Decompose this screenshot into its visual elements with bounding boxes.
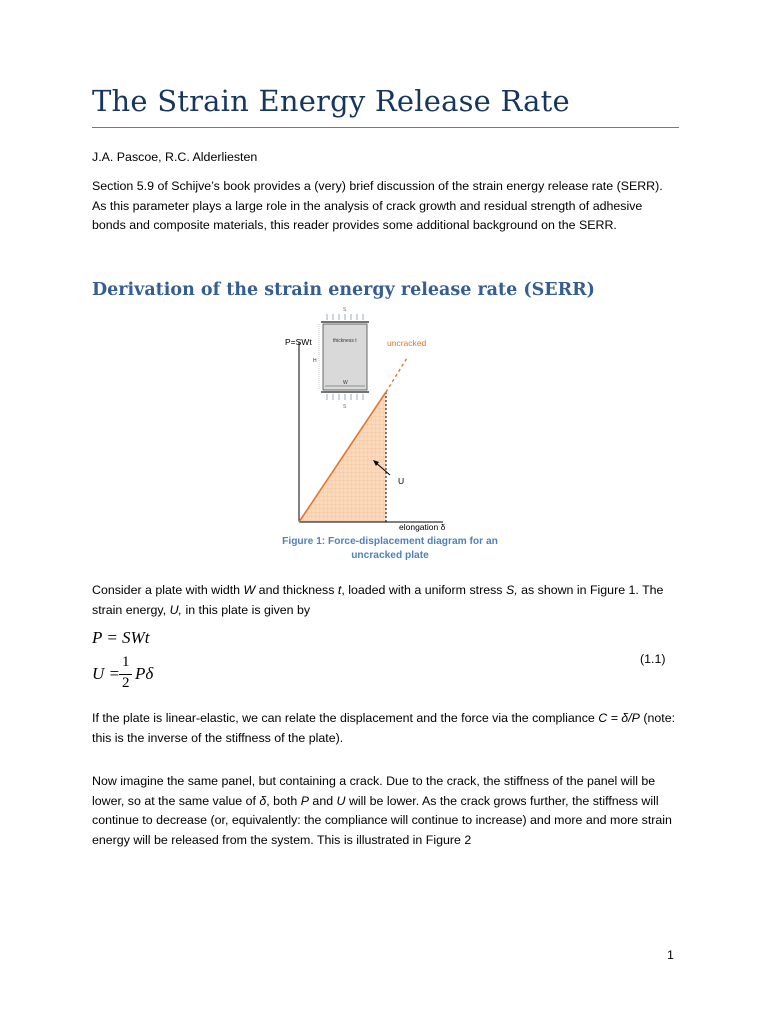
title-underline	[92, 127, 679, 128]
uncracked-line-extension	[386, 358, 407, 392]
paragraph-plate-definition: Consider a plate with width W and thickness t, loaded with a uniform stress S, as shown in Figure 1. The strain energy, U, in this plate is given by	[92, 583, 664, 617]
intro-paragraph: Section 5.9 of Schijve’s book provides a (very) brief discussion of the strain energy release rate (SERR). As this parameter plays a large role in the analysis of crack growth and residual strength of adhesive bonds and composite materials, this reader provides some additional background on the SERR.	[92, 179, 663, 232]
u-label: U	[398, 476, 405, 486]
figure-caption: Figure 1: Force-displacement diagram for an uncracked plate	[282, 536, 498, 561]
authors-line: J.A. Pascoe, R.C. Alderliesten	[92, 150, 258, 164]
plate-width-label: W	[343, 380, 348, 386]
equation-number: (1.1)	[640, 652, 666, 666]
y-axis-label: P=SWt	[285, 337, 312, 347]
paragraph-compliance: If the plate is linear-elastic, we can relate the displacement and the force via the compliance C = δ/P (note: this is the inverse of the stiffness of the plate).	[92, 711, 676, 745]
plate-height-label: H	[313, 358, 317, 364]
equation-force: P = SWt	[92, 628, 150, 647]
stress-label-top: S	[343, 307, 347, 313]
paragraph-cracked-panel: Now imagine the same panel, but containing a crack. Due to the crack, the stiffness of the panel will be lower, so at the same value of δ, both P and U will be lower. As the crack grows further, the stiffness will continue to decrease (or, equivalently: the compliance will continue to increase) and more and more strain energy will be released from the system. This is illustrated in Figure 2	[92, 774, 672, 847]
stress-arrows-bottom	[327, 394, 363, 400]
x-axis-label: elongation δ	[399, 522, 446, 532]
plate-thickness-label: thickness t	[333, 338, 357, 344]
section-heading: Derivation of the strain energy release rate (SERR)	[92, 280, 595, 300]
page-number: 1	[667, 948, 674, 962]
force-displacement-figure	[275, 300, 465, 535]
document-title: The Strain Energy Release Rate	[92, 84, 570, 118]
stress-arrows-top	[327, 314, 363, 320]
uncracked-label: uncracked	[387, 338, 427, 348]
stress-label-bottom: S	[343, 404, 347, 410]
equation-strain-energy: U = 1 2 Pδ	[92, 654, 154, 691]
